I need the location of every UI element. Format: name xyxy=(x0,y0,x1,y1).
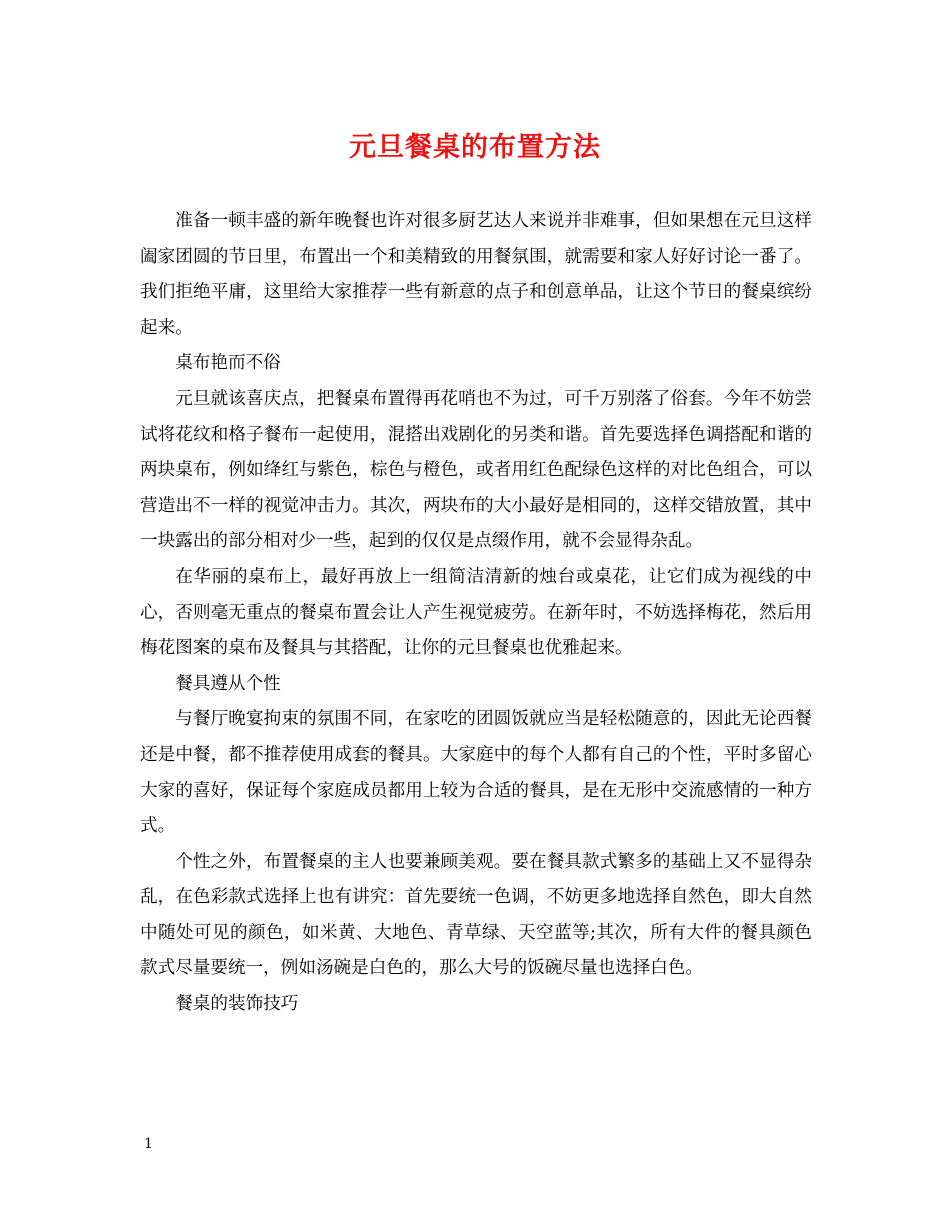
document-title: 元旦餐桌的布置方法 xyxy=(349,132,601,163)
document-body xyxy=(140,204,812,1023)
paragraph-intro: 准备一顿丰盛的新年晚餐也许对很多厨艺达人来说并非难事，但如果想在元旦这样阖家团圆的节日里，布置出一个和美精致的用餐氛围，就需要和家人好好讨论一番了。我们拒绝平庸，这里给大家推荐一些有新意的点子和创意单品，让这个节日的餐桌缤纷起来。 xyxy=(140,211,812,338)
section-heading-tablecloth: 桌布艳而不俗 xyxy=(175,353,281,374)
paragraph-color-style: 个性之外，布置餐桌的主人也要兼顾美观。要在餐具款式繁多的基础上又不显得杂乱，在色彩款式选择上也有讲究：首先要统一色调，不妨更多地选择自然色，即大自然中随处可见的颜色，如米黄、大地色、青草绿、天空蓝等;其次，所有大件的餐具颜色款式尽量要统一，例如汤碗是白色的，那么大号的饭碗尽量也选择白色。 xyxy=(140,851,812,979)
section-heading-decoration: 餐桌的装饰技巧 xyxy=(175,994,299,1015)
paragraph-tablecloth: 元旦就该喜庆点，把餐桌布置得再花哨也不为过，可千万别落了俗套。今年不妨尝试将花纹和格子餐布一起使用，混搭出戏剧化的另类和谐。首先要选择色调搭配和谐的两块桌布，例如绛红与紫色，棕色与橙色，或者用红色配绿色这样的对比色组合，可以营造出不一样的视觉冲击力。其次，两块布的大小最好是相同的，这样交错放置，其中一块露出的部分相对少一些，起到的仅仅是点缀作用，就不会显得杂乱。 xyxy=(140,388,812,552)
section-heading-tableware: 餐具遵从个性 xyxy=(175,673,281,694)
page-number: 1 xyxy=(144,1136,153,1152)
paragraph-centerpiece: 在华丽的桌布上，最好再放上一组简洁清新的烛台或桌花，让它们成为视线的中心，否则毫无重点的餐桌布置会让人产生视觉疲劳。在新年时，不妨选择梅花，然后用梅花图案的桌布及餐具与其搭配，让你的元旦餐桌也优雅起来。 xyxy=(140,566,812,659)
paragraph-tableware: 与餐厅晚宴拘束的氛围不同，在家吃的团圆饭就应当是轻松随意的，因此无论西餐还是中餐，都不推荐使用成套的餐具。大家庭中的每个人都有自己的个性，平时多留心大家的喜好，保证每个家庭成员都用上较为合适的餐具，是在无形中交流感情的一种方式。 xyxy=(140,709,812,837)
